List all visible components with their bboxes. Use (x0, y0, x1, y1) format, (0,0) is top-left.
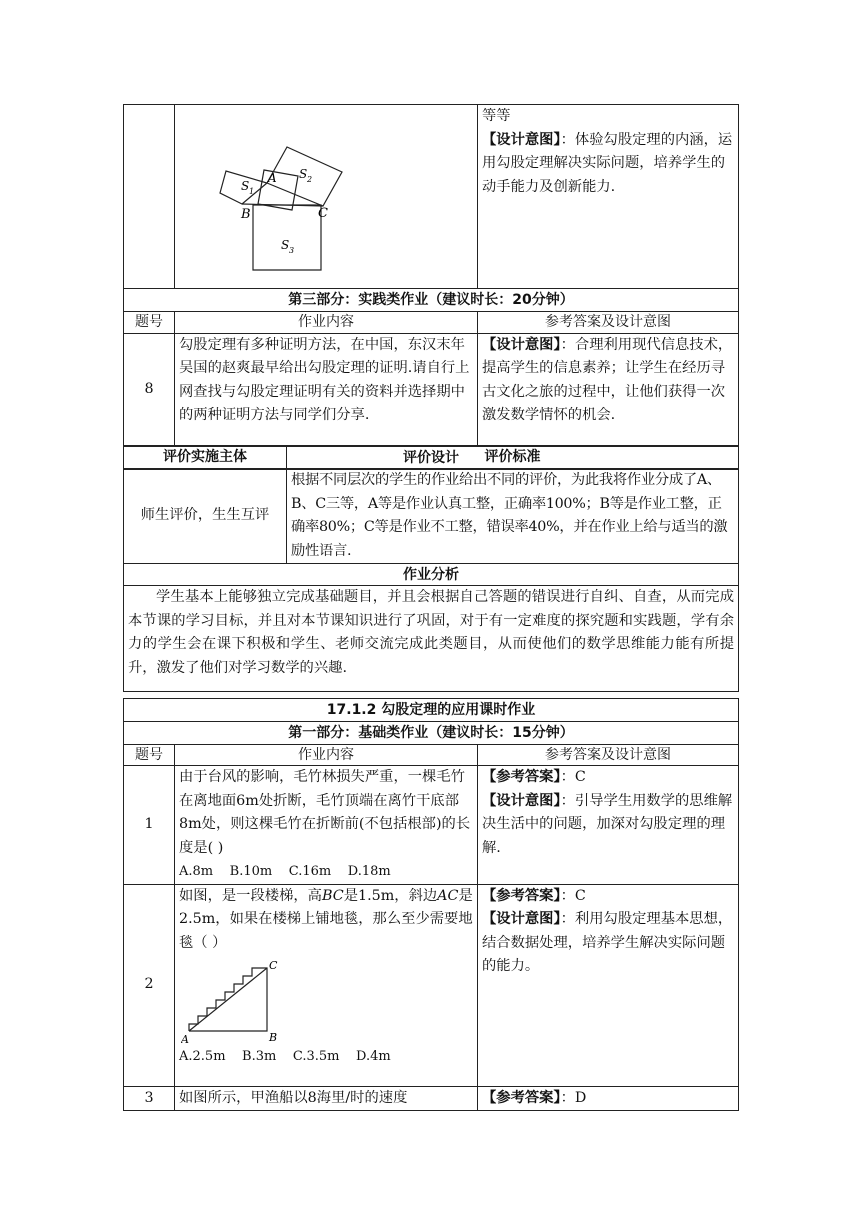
lesson-title: 17.1.2 勾股定理的应用课时作业 (124, 699, 739, 722)
col-header-answer: 参考答案及设计意图 (478, 311, 739, 333)
eval-subject: 师生评价，生生互评 (124, 469, 287, 564)
label-S2: S (299, 167, 308, 181)
design-intent-text (478, 333, 739, 446)
question-number: 3 (124, 1086, 175, 1111)
question-text-part: 是2.5m，如果在楼梯上铺地毯，那么至少需要地毯（ ） (179, 887, 473, 951)
section-title: 第三部分：实践类作业（建议时长：20分钟） (124, 288, 739, 311)
question-options: A.2.5m B.3m C.3.5m D.4m (179, 1049, 391, 1064)
analysis-text: 学生基本上能够独立完成基础题目，并且会根据自己答题的错误进行自纠、自查，从而完成本节课的学习目标，并且对本节课知识进行了巩固，对于有一定难度的探究题和实践题，学有余力的学生会在课下积极和学生、老师交流完成此类题目，从而使他们的数学思维能力能有所提升，激发了他们对学习数学的兴趣. (124, 586, 739, 692)
question-options: A.8m B.10m C.16m D.18m (179, 864, 391, 879)
answer-intent-cell (478, 105, 739, 289)
reference-answer-tag: 【参考答案】 (482, 1089, 561, 1106)
question-text: 由于台风的影响，毛竹林损失严重，一棵毛竹在离地面6m处折断，毛竹顶端在离竹干底部8m处，则这棵毛竹在折断前(不包括根部)的长度是( ) (179, 769, 471, 856)
answer-intent-cell (478, 766, 739, 885)
question-text-part: 如图，是一段楼梯，高 (179, 887, 322, 904)
segment-bc: BC (321, 887, 344, 904)
col-header-answer: 参考答案及设计意图 (478, 745, 739, 766)
col-header-content: 作业内容 (175, 745, 478, 766)
col-header-content: 作业内容 (175, 311, 478, 333)
design-intent-body: ：合理利用现代信息技术，提高学生的信息素养；让学生在经历寻古文化之旅的过程中，让他们获得一次激发数学情怀的机会. (482, 336, 733, 423)
question-8-row (124, 333, 739, 446)
design-intent-body: ：引导学生用数学的思维解决生活中的问题，加深对勾股定理的理解. (482, 792, 733, 856)
homework-table-part2 (123, 698, 739, 1111)
reference-answer-value: ：C (560, 769, 586, 785)
question-content: 勾股定理有多种证明方法，在中国，东汉末年吴国的赵爽最早给出勾股定理的证明.请自行上网查找与勾股定理证明有关的资料并选择期中的两种证明方法与同学们分享. (175, 333, 478, 446)
question-7-row (124, 105, 739, 289)
segment-ac: AC (437, 887, 459, 904)
question-number: 2 (124, 884, 175, 1086)
question-content (175, 766, 478, 885)
col-header-num: 题号 (124, 745, 175, 766)
reference-answer (478, 1086, 739, 1111)
answer-text: 等等 (482, 108, 511, 124)
homework-table-part1 (123, 104, 739, 470)
design-intent-text (482, 790, 734, 861)
question-number: 8 (124, 333, 175, 446)
question-number-cell (124, 105, 175, 289)
question-2-row (124, 884, 739, 1086)
question-text-part: 是1.5m，斜边 (343, 887, 438, 904)
question-content (175, 884, 478, 1086)
label-S1: S (241, 179, 250, 193)
question-1-row (124, 766, 739, 885)
reference-answer-value: ：C (560, 887, 586, 904)
design-intent-tag: 【设计意图】 (482, 792, 561, 809)
label-C: C (269, 959, 278, 972)
reference-answer-tag: 【参考答案】 (482, 887, 561, 904)
label-C: C (318, 206, 328, 221)
label-S2-sub: 2 (307, 175, 313, 184)
eval-standard: 根据不同层次的学生的作业给出不同的评价，为此我将作业分成了A、B、C三等，A等是作业认真工整，正确率100%；B等是作业工整，正确率80%；C等是作业不工整，错误率40%，并在作业上给与适当的激励性语言. (287, 469, 739, 564)
label-A: A (268, 171, 277, 185)
design-intent-text (482, 129, 734, 200)
answer-intent-cell (478, 884, 739, 1086)
design-intent-body: ：体验勾股定理的内涵，运用勾股定理解决实际问题，培养学生的动手能力及创新能力. (482, 131, 733, 195)
reference-answer (482, 766, 734, 790)
reference-answer-tag: 【参考答案】 (482, 769, 561, 785)
reference-answer-value: ：D (560, 1089, 587, 1106)
eval-subject-header: 评价实施主体 (124, 446, 287, 469)
label-A: A (181, 1033, 189, 1045)
question-text (179, 885, 473, 956)
question-3-row (124, 1086, 739, 1111)
label-S3: S (281, 238, 290, 252)
pythagoras-squares-figure (199, 127, 359, 279)
design-intent-tag: 【设计意图】 (482, 336, 561, 353)
evaluation-table (123, 445, 739, 692)
label-B: B (241, 207, 251, 222)
label-B: B (269, 1031, 278, 1044)
design-intent-body: ：利用勾股定理基本思想，结合数据处理，培养学生解决实际问题的能力。 (482, 911, 733, 974)
question-number: 1 (124, 766, 175, 885)
section-title: 第一部分：基础类作业（建议时长：15分钟） (124, 722, 739, 745)
eval-standard-header: 评价标准 (287, 446, 739, 469)
label-S3-sub: 3 (289, 246, 295, 255)
analysis-title: 作业分析 (124, 564, 739, 586)
design-intent-tag: 【设计意图】 (482, 131, 561, 148)
label-S1-sub: 1 (249, 187, 255, 196)
design-intent-tag: 【设计意图】 (482, 911, 561, 927)
staircase-figure (181, 955, 301, 1045)
col-header-num: 题号 (124, 311, 175, 333)
figure-cell (175, 105, 478, 289)
reference-answer (482, 885, 734, 909)
evaluation-title: 评价设计 (124, 446, 739, 469)
question-content: 如图所示，甲渔船以8海里/时的速度 (175, 1086, 478, 1111)
design-intent-text (482, 908, 734, 979)
